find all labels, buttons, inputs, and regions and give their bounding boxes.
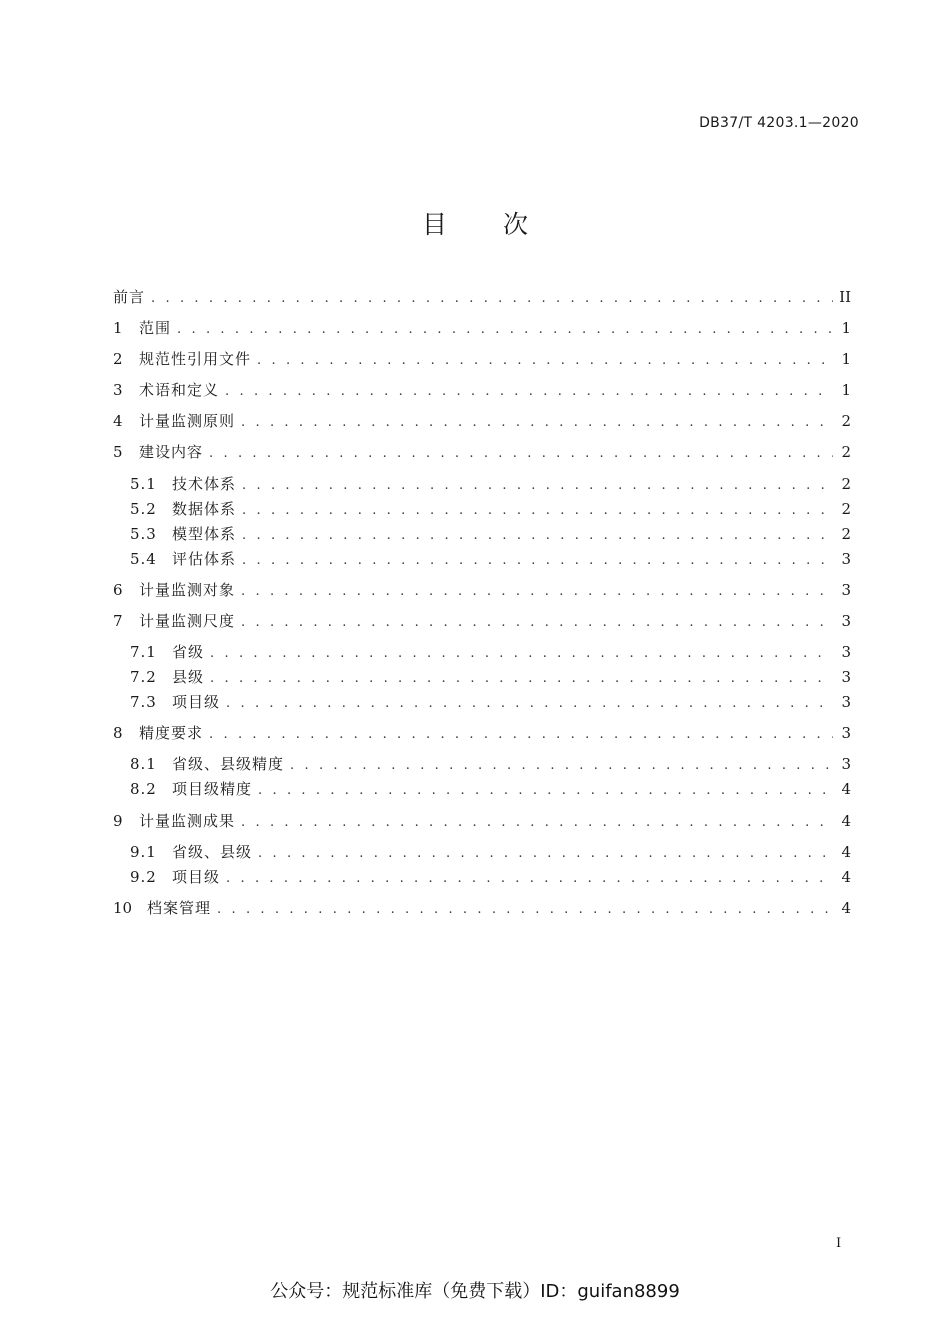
toc-page: 1 xyxy=(841,319,851,337)
toc-entry-3[interactable] xyxy=(113,378,851,402)
toc-entry-9[interactable] xyxy=(113,809,851,833)
toc-label: 项目级 xyxy=(172,868,221,886)
toc-number: 5 xyxy=(113,443,123,461)
toc-entry-1[interactable] xyxy=(113,316,851,340)
dot-leader xyxy=(210,667,833,691)
toc-entry-5-3[interactable] xyxy=(113,522,851,546)
toc-entry-5-4[interactable] xyxy=(113,547,851,571)
dot-leader xyxy=(242,524,833,548)
toc-page: 3 xyxy=(841,612,851,630)
toc-label: 技术体系 xyxy=(172,475,237,493)
toc-label: 规范性引用文件 xyxy=(139,350,252,368)
toc-label: 县级 xyxy=(172,668,205,686)
toc-entry-8[interactable] xyxy=(113,721,851,745)
toc-label: 省级、县级 xyxy=(172,843,253,861)
toc-page: 1 xyxy=(841,381,851,399)
toc-page: 3 xyxy=(841,550,851,568)
toc-label: 精度要求 xyxy=(139,724,204,742)
toc-number: 7 xyxy=(113,612,123,630)
dot-leader xyxy=(226,692,833,716)
dot-leader xyxy=(217,898,833,922)
toc-label: 模型体系 xyxy=(172,525,237,543)
toc-page: 3 xyxy=(841,643,851,661)
toc-label: 档案管理 xyxy=(147,899,212,917)
toc-entry-8-2[interactable] xyxy=(113,777,851,801)
toc-label: 建设内容 xyxy=(139,443,204,461)
toc-page: 2 xyxy=(841,443,851,461)
toc-page: 3 xyxy=(841,724,851,742)
toc-page: II xyxy=(839,288,851,306)
toc-label: 评估体系 xyxy=(172,550,237,568)
toc-entry-7-3[interactable] xyxy=(113,690,851,714)
toc-number: 7.1 xyxy=(130,643,157,661)
toc-entry-8-1[interactable] xyxy=(113,752,851,776)
toc-number: 5.2 xyxy=(130,500,157,518)
footer-watermark-text: 公众号：规范标准库（免费下载）ID：guifan8899 xyxy=(270,1281,680,1302)
toc-page: 2 xyxy=(841,475,851,493)
toc-number: 6 xyxy=(113,581,123,599)
toc-page: 2 xyxy=(841,500,851,518)
toc-page: 2 xyxy=(841,412,851,430)
toc-number: 8.2 xyxy=(130,780,157,798)
toc-entry-9-2[interactable] xyxy=(113,865,851,889)
dot-leader xyxy=(242,549,833,573)
toc-number: 10 xyxy=(113,899,133,917)
dot-leader xyxy=(258,842,833,866)
toc-number: 2 xyxy=(113,350,123,368)
toc-page: 4 xyxy=(841,899,851,917)
toc-entry-9-1[interactable] xyxy=(113,840,851,864)
page-title: 目 次 xyxy=(422,210,552,239)
toc-label: 范围 xyxy=(139,319,172,337)
toc-page: 3 xyxy=(841,581,851,599)
toc-number: 1 xyxy=(113,319,123,337)
dot-leader xyxy=(290,754,833,778)
toc-number: 8.1 xyxy=(130,755,157,773)
dot-leader xyxy=(209,723,833,747)
toc-number: 8 xyxy=(113,724,123,742)
toc-label: 数据体系 xyxy=(172,500,237,518)
toc-page: 4 xyxy=(841,780,851,798)
toc-number: 5.4 xyxy=(130,550,157,568)
toc-label: 项目级 xyxy=(172,693,221,711)
toc-entry-7-2[interactable] xyxy=(113,665,851,689)
toc-entry-5-1[interactable] xyxy=(113,472,851,496)
dot-leader xyxy=(258,779,833,803)
toc-label: 前言 xyxy=(113,288,146,306)
toc-number: 9.2 xyxy=(130,868,157,886)
toc-number: 5.1 xyxy=(130,475,157,493)
toc-number: 9 xyxy=(113,812,123,830)
toc-entry-6[interactable] xyxy=(113,578,851,602)
toc-number: 7.3 xyxy=(130,693,157,711)
toc-number: 5.3 xyxy=(130,525,157,543)
toc-label: 术语和定义 xyxy=(139,381,220,399)
toc-label: 计量监测对象 xyxy=(139,581,236,599)
dot-leader xyxy=(225,380,833,404)
toc-label: 省级、县级精度 xyxy=(172,755,285,773)
toc-number: 3 xyxy=(113,381,123,399)
dot-leader xyxy=(177,318,833,342)
dot-leader xyxy=(209,442,833,466)
dot-leader xyxy=(241,611,833,635)
standard-code: DB37/T 4203.1—2020 xyxy=(699,115,859,131)
toc-label: 计量监测成果 xyxy=(139,812,236,830)
toc-entry-2[interactable] xyxy=(113,347,851,371)
dot-leader xyxy=(151,287,833,311)
page-number: I xyxy=(836,1236,842,1251)
toc-entry-7[interactable] xyxy=(113,609,851,633)
toc-entry-10[interactable] xyxy=(113,896,851,920)
toc-entry-5-2[interactable] xyxy=(113,497,851,521)
dot-leader xyxy=(241,411,833,435)
toc-number: 4 xyxy=(113,412,123,430)
dot-leader xyxy=(257,349,833,373)
dot-leader xyxy=(242,474,833,498)
dot-leader xyxy=(210,642,833,666)
toc-page: 2 xyxy=(841,525,851,543)
toc-label: 项目级精度 xyxy=(172,780,253,798)
dot-leader xyxy=(226,867,833,891)
toc-entry-7-1[interactable] xyxy=(113,640,851,664)
toc-label: 计量监测原则 xyxy=(139,412,236,430)
toc-page: 4 xyxy=(841,843,851,861)
toc-page: 3 xyxy=(841,693,851,711)
toc-label: 省级 xyxy=(172,643,205,661)
toc-label: 计量监测尺度 xyxy=(139,612,236,630)
toc-page: 3 xyxy=(841,755,851,773)
toc-number: 7.2 xyxy=(130,668,157,686)
toc-page: 4 xyxy=(841,812,851,830)
toc-page: 3 xyxy=(841,668,851,686)
toc-entry-foreword[interactable] xyxy=(113,285,851,309)
dot-leader xyxy=(241,811,833,835)
toc-entry-5[interactable] xyxy=(113,440,851,464)
dot-leader xyxy=(242,499,833,523)
toc-entry-4[interactable] xyxy=(113,409,851,433)
toc-number: 9.1 xyxy=(130,843,157,861)
dot-leader xyxy=(241,580,833,604)
toc-page: 1 xyxy=(841,350,851,368)
toc-page: 4 xyxy=(841,868,851,886)
